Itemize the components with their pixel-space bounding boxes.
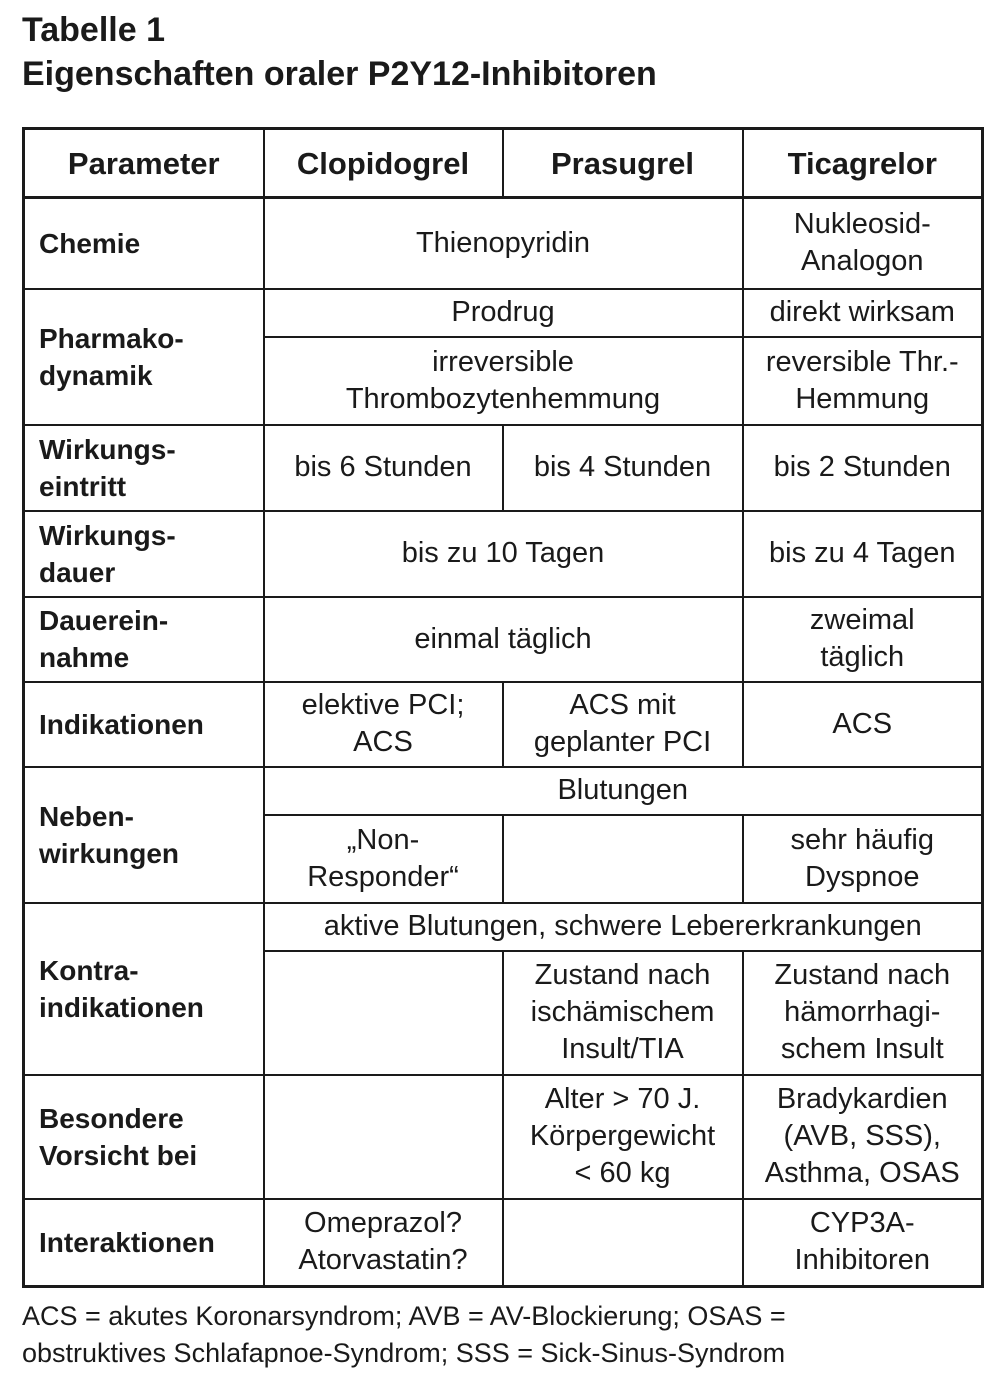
cell-clopidogrel: bis 6 Stunden <box>264 425 503 511</box>
cell-ticagrelor: Bradykardien (AVB, SSS), Asthma, OSAS <box>743 1075 983 1199</box>
footnote-line-2: obstruktives Schlafapnoe-Syndrom; SSS = Sick-Sinus-Syndrom <box>22 1338 786 1368</box>
cell-ticagrelor: reversible Thr.- Hemmung <box>743 337 983 425</box>
row-chemie <box>24 198 983 289</box>
cell-all-drugs: aktive Blutungen, schwere Lebererkrankungen <box>264 903 983 951</box>
row-label: Interaktionen <box>24 1199 264 1287</box>
row-interaktionen <box>24 1199 983 1287</box>
row-label: Neben- wirkungen <box>24 767 264 903</box>
header-ticagrelor: Ticagrelor <box>743 129 983 198</box>
row-wirkungseintritt <box>24 425 983 511</box>
header-parameter: Parameter <box>24 129 264 198</box>
cell-clopidogrel: „Non- Responder“ <box>264 815 503 903</box>
cell-ticagrelor: zweimal täglich <box>743 597 983 682</box>
cell-prasugrel: Zustand nach ischämischem Insult/TIA <box>503 951 743 1075</box>
title-line-2: Eigenschaften oraler P2Y12-Inhibitoren <box>22 55 657 93</box>
row-label: Pharmako- dynamik <box>24 289 264 425</box>
cell-ticagrelor: ACS <box>743 682 983 767</box>
row-wirkungsdauer <box>24 511 983 597</box>
title-line-1: Tabelle 1 <box>22 11 165 49</box>
cell-clopidogrel-prasugrel: irreversible Thrombozytenhemmung <box>264 337 743 425</box>
row-indikationen <box>24 682 983 767</box>
comparison-table <box>22 127 984 1288</box>
cell-ticagrelor: CYP3A- Inhibitoren <box>743 1199 983 1287</box>
cell-clopidogrel-prasugrel: einmal täglich <box>264 597 743 682</box>
cell-clopidogrel <box>264 951 503 1075</box>
cell-clopidogrel: elektive PCI; ACS <box>264 682 503 767</box>
cell-clopidogrel-prasugrel: Prodrug <box>264 289 743 337</box>
cell-prasugrel: ACS mit geplanter PCI <box>503 682 743 767</box>
cell-ticagrelor: bis 2 Stunden <box>743 425 983 511</box>
header-row <box>24 129 983 198</box>
cell-clopidogrel-prasugrel: Thienopyridin <box>264 198 743 289</box>
cell-ticagrelor: direkt wirksam <box>743 289 983 337</box>
cell-prasugrel: Alter > 70 J. Körpergewicht < 60 kg <box>503 1075 743 1199</box>
cell-ticagrelor: bis zu 4 Tagen <box>743 511 983 597</box>
cell-all-drugs: Blutungen <box>264 767 983 815</box>
cell-ticagrelor: Zustand nach hämorrhagi- schem Insult <box>743 951 983 1075</box>
row-nebenwirkungen-a <box>24 767 983 815</box>
row-pharmakodynamik-a <box>24 289 983 337</box>
cell-ticagrelor: sehr häufig Dyspnoe <box>743 815 983 903</box>
table-footnote <box>22 1298 987 1372</box>
row-label: Kontra- indikationen <box>24 903 264 1075</box>
row-label: Wirkungs- dauer <box>24 511 264 597</box>
row-dauereinnahme <box>24 597 983 682</box>
row-label: Dauerein- nahme <box>24 597 264 682</box>
cell-ticagrelor: Nukleosid- Analogon <box>743 198 983 289</box>
header-clopidogrel: Clopidogrel <box>264 129 503 198</box>
cell-clopidogrel <box>264 1075 503 1199</box>
row-kontraindikationen-a <box>24 903 983 951</box>
row-label: Wirkungs- eintritt <box>24 425 264 511</box>
row-label: Chemie <box>24 198 264 289</box>
cell-clopidogrel: Omeprazol? Atorvastatin? <box>264 1199 503 1287</box>
footnote-line-1: ACS = akutes Koronarsyndrom; AVB = AV-Blockierung; OSAS = <box>22 1301 786 1331</box>
cell-prasugrel <box>503 1199 743 1287</box>
row-label: Indikationen <box>24 682 264 767</box>
cell-prasugrel: bis 4 Stunden <box>503 425 743 511</box>
row-label: Besondere Vorsicht bei <box>24 1075 264 1199</box>
cell-prasugrel <box>503 815 743 903</box>
cell-clopidogrel-prasugrel: bis zu 10 Tagen <box>264 511 743 597</box>
header-prasugrel: Prasugrel <box>503 129 743 198</box>
table-title <box>22 8 657 96</box>
row-besondere-vorsicht <box>24 1075 983 1199</box>
